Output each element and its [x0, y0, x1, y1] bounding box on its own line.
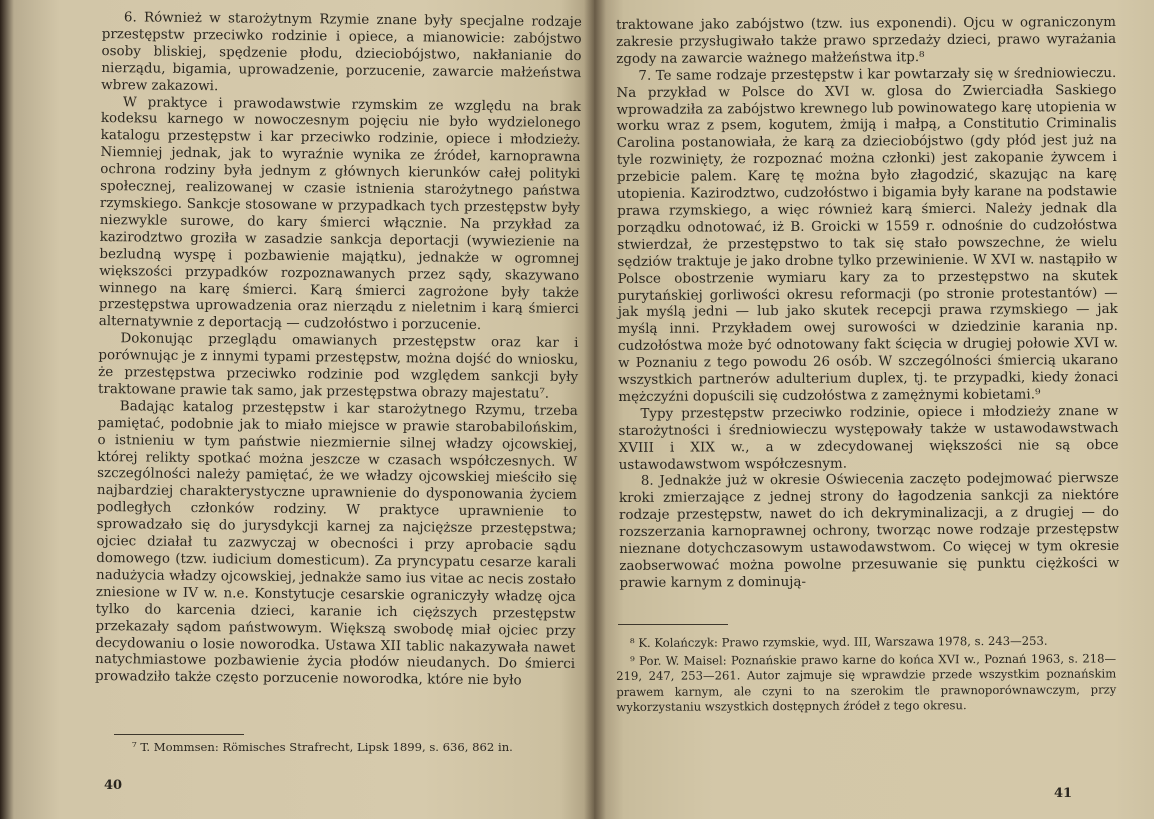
left-page-body	[95, 10, 582, 691]
right-page-body	[616, 15, 1120, 593]
right-paragraph-3: Typy przestępstw przeciwko rodzinie, opiece i młodzieży znane w starożytności i średniowieczu występowały także w ustawodawstwach XVIII i XIX w., a w zdecydowanej większości nie są obce ustawodawstwom współczesnym.	[618, 403, 1119, 473]
right-page-number: 41	[1054, 786, 1073, 801]
right-paragraph-1: traktowane jako zabójstwo (tzw. ius exponendi). Ojcu w ograniczonym zakresie przysługiwało także prawo sprzedaży dzieci, prawo wyrażania zgody na zawarcie ważnego małżeństwa itp.⁸	[616, 14, 1117, 67]
left-paragraph-1: 6. Również w starożytnym Rzymie znane były specjalne rodzaje przestępstw przeciwko rodzinie i opiece, a mianowicie: zabójstwo osoby bliskiej, spędzenie płodu, dzieciobójstwo, nakłanianie do nierządu, bigamia, uprowadzenie, porzucenie, zawarcie małżeństwa wbrew zakazowi.	[101, 10, 582, 94]
right-paragraph-4: 8. Jednakże już w okresie Oświecenia zaczęto podejmować pierwsze kroki zmierzające z jednej strony do łagodzenia sankcji za niektóre rodzaje przestępstw, nawet do ich dekryminalizacji, a z drugiej — do rozszerzania karnoprawnej ochrony, tworząc nowe rodzaje przestępstw nieznane dotychczasowym ustawodawstwom. Co więcej w tym okresie zaobserwować można powolne przesuwanie się punktu ciężkości w prawie karnym z dominują-	[618, 471, 1120, 591]
left-paragraph-4: Badając katalog przestępstw i kar starożytnego Rzymu, trzeba pamiętać, podobnie jak to miało miejsce w prawie starobabilońskim, o istnieniu w tym państwie niezmiernie silnej władzy ojcowskiej, której relikty spotkać można jeszcze w czasach współczesnych. W szczególności należy pamiętać, że we władzy ojcowskiej mieściło się najbardziej charakterystyczne uprawnienie do dysponowania życiem podległych członków rodziny. W praktyce uprawnienie to sprowadzało się do jurysdykcji karnej za najcięższe przestępstwa; ojciec działał tu zazwyczaj w obecności i przy aprobacie sądu domowego (tzw. iudicium domesticum). Za pryncypatu cesarze karali nadużycia władzy ojcowskiej, jednakże samo ius vitae ac necis zostało zniesione w IV w. n.e. Konstytucje cesarskie ograniczyły władzę ojca tylko do karcenia dzieci, karanie ich cięższych przestępstw przekazały sądom państwowym. Większą swobodę miał ojciec przy decydowaniu o losie noworodka. Ustawa XII tablic nakazywała nawet natychmiastowe pozbawienie życia płodów nieudanych. Do śmierci prowadziło także często porzucenie noworodka, które nie było	[94, 399, 578, 689]
book-gutter	[584, 0, 606, 819]
right-footnote-9: ⁹ Por. W. Maisel: Poznańskie prawo karne do końca XVI w., Poznań 1963, s. 218—219, 247, 253—261. Autor zajmuje się wprawdzie przede wszystkim poznańskim prawem karnym, ale czyni to na szerokim tle prawnoporównawczym, przy wykorzystaniu wszystkich dostępnych źródeł z tego okresu.	[616, 651, 1117, 714]
right-page	[594, 0, 1154, 819]
left-footnote-divider	[114, 734, 244, 735]
right-paragraph-2: 7. Te same rodzaje przestępstw i kar powtarzały się w średniowieczu. Na przykład w Polsce do XVI w. glosa do Zwierciadła Saskiego wprowadziła za zabójstwo krewnego lub powinowatego karę utopienia w worku wraz z psem, kogutem, żmiją i małpą, a Constitutio Criminalis Carolina postanowiała, że karą za dzieciobójstwo (gdy płód jest już na tyle rozwinięty, że rozpoznać można członki) jest zakopanie żywcem i przebicie palem. Karę tę można było złagodzić, skazując na karę utopienia. Kazirodztwo, cudzołóstwo i bigamia były karane na podstawie prawa rzymskiego, a więc również karą śmierci. Należy jednak dla porządku odnotować, iż B. Groicki w 1559 r. odnośnie do cudzołóstwa stwierdzał, że przestępstwo to tak się stało powszechne, że wielu sędziów traktuje je jako drobne tylko przewinienie. W XVI w. nastąpiło w Polsce obostrzenie wymiaru kary za to przestępstwo na skutek purytańskiej gorliwości okresu reformacji (po stronie protestantów) — jak myślą jedni — lub jako skutek recepcji prawa rzymskiego — jak myślą inni. Przykładem owej surowości w dziedzinie karania np. cudzołóstwa może być odnotowany fakt ścięcia w drugiej połowie XVI w. w Poznaniu z tego powodu 26 osób. W szczególności śmiercią ukarano wszystkich partnerów adulterium duplex, tj. te przypadki, kiedy żonaci mężczyźni dopuścili się cudzołóstwa z zamężnymi kobietami.⁹	[616, 65, 1119, 405]
left-footnotes	[118, 740, 578, 758]
left-page-number: 40	[104, 778, 123, 793]
right-footnote-divider	[618, 624, 728, 625]
right-footnote-8: ⁸ K. Kolańczyk: Prawo rzymskie, wyd. III, Warszawa 1978, s. 243—253.	[629, 633, 1048, 650]
left-paragraph-3: Dokonując przeglądu omawianych przestępstw oraz kar i porównując je z innymi typami przestępstw, można dojść do wniosku, że przestępstwa przeciwko rodzinie pod względem sankcji były traktowane prawie tak samo, jak przestępstwa obrazy majestatu⁷.	[97, 331, 579, 402]
right-footnotes	[616, 633, 1116, 718]
left-footnote-7: ⁷ T. Mommsen: Römisches Strafrecht, Lipsk 1899, s. 636, 862 in.	[132, 740, 513, 754]
left-paragraph-2: W praktyce i prawodawstwie rzymskim ze względu na brak kodeksu karnego w nowoczesnym pojęciu nie było wydzielonego katalogu przestępstw i kar przeciwko rodzinie, opiece i młodzieży. Niemniej jednak, jak to wyraźnie wynika ze źródeł, karnoprawna ochrona rodziny była jednym z głównych kierunków całej polityki społecznej, realizowanej w czasie istnienia starożytnego państwa rzymskiego. Sankcje stosowane w przypadkach tych przestępstw były niezwykle surowe, do kary śmierci włącznie. Na przykład za kazirodztwo groziła w zasadzie sankcja deportacji (wywiezienie na bezludną wyspę i pozbawienie majątku), jednakże w ogromnej większości przypadków rozpoznawanych przez sądy, skazywano winnego na karę śmierci. Karą śmierci zagrożone były także przestępstwa uprowadzenia oraz nierządu z nieletnim i karą śmierci alternatywnie z deportacją — cudzołóstwo i porzucenie.	[98, 94, 582, 334]
